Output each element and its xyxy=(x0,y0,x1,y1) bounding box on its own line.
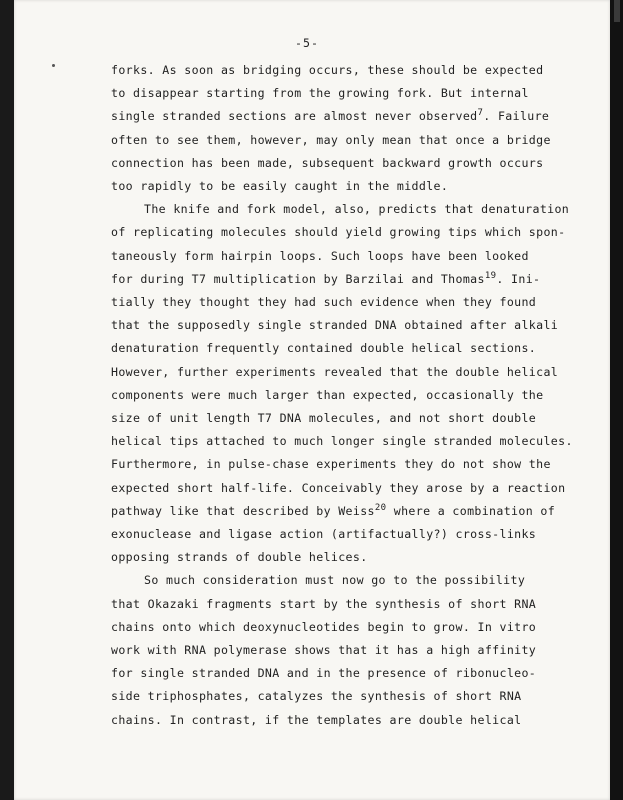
text-line xyxy=(111,688,521,704)
line-text: of replicating molecules should yield growing tips which spon- xyxy=(111,225,566,240)
margin-mark xyxy=(52,64,55,67)
line-text: too rapidly to be easily caught in the middle. xyxy=(111,179,449,193)
text-line xyxy=(111,178,448,194)
line-text: single stranded sections are almost never observed xyxy=(111,109,478,124)
text-line xyxy=(111,387,543,403)
line-text: work with RNA polymerase shows that it has a high affinity xyxy=(111,643,537,657)
text-line xyxy=(111,85,529,101)
text-line xyxy=(111,224,565,240)
text-line xyxy=(111,549,368,565)
line-text: tially they thought they had such evidence when they found xyxy=(111,295,537,309)
text-line xyxy=(111,596,536,612)
document-page xyxy=(14,0,610,800)
text-line xyxy=(111,62,543,78)
text-line xyxy=(111,642,536,658)
line-text: that Okazaki fragments start by the synthesis of short RNA xyxy=(111,596,537,611)
text-line xyxy=(111,248,529,264)
text-line xyxy=(144,201,569,217)
text-line xyxy=(111,364,558,380)
text-line xyxy=(111,410,536,426)
line-text: Furthermore, in pulse-chase experiments they do not show the xyxy=(111,457,551,472)
text-line xyxy=(111,712,521,728)
text-line xyxy=(111,340,536,356)
line-text: for single stranded DNA and in the presence of ribonucleo- xyxy=(111,666,537,681)
line-text: often to see them, however, may only mean that once a bridge xyxy=(111,132,551,147)
line-text: opposing strands of double helices. xyxy=(111,550,368,565)
text-line xyxy=(111,271,540,287)
text-line xyxy=(111,526,536,542)
binder-tab xyxy=(614,0,620,22)
line-text: pathway like that described by Weiss xyxy=(111,503,375,518)
line-text-after: . Ini- xyxy=(496,271,541,286)
line-text: side triphosphates, catalyzes the synthesis of short RNA xyxy=(111,689,522,704)
line-text: to disappear starting from the growing fork. But internal xyxy=(111,86,529,101)
text-line xyxy=(111,433,573,449)
line-text: components were much larger than expected, occasionally the xyxy=(111,387,544,402)
line-text: However, further experiments revealed that the double helical xyxy=(111,364,559,379)
reference-superscript: 7 xyxy=(477,108,484,119)
line-text: for during T7 multiplication by Barzilai and Thomas xyxy=(111,271,485,286)
text-line xyxy=(144,572,525,588)
text-line xyxy=(111,665,536,681)
line-text: helical tips attached to much longer single stranded molecules. xyxy=(111,434,573,449)
text-line xyxy=(111,456,551,472)
text-line xyxy=(111,480,565,496)
line-text-after: . Failure xyxy=(483,109,550,124)
line-text: So much consideration must now go to the possibility xyxy=(144,573,526,588)
scan-edge xyxy=(610,0,623,800)
text-line xyxy=(111,619,536,635)
line-text: connection has been made, subsequent backward growth occurs xyxy=(111,155,544,170)
page-number: -5- xyxy=(295,36,319,50)
line-text: forks. As soon as bridging occurs, these should be expected xyxy=(111,63,544,77)
text-line xyxy=(111,155,543,171)
line-text: that the supposedly single stranded DNA obtained after alkali xyxy=(111,318,559,333)
line-text: size of unit length T7 DNA molecules, and not short double xyxy=(111,411,537,425)
line-text: expected short half-life. Conceivably they arose by a reaction xyxy=(111,480,566,495)
line-text: chains onto which deoxynucleotides begin to grow. In vitro xyxy=(111,619,537,634)
line-text: denaturation frequently contained double helical sections. xyxy=(111,341,537,356)
reference-superscript: 19 xyxy=(484,270,497,281)
text-line xyxy=(111,132,551,148)
line-text: chains. In contrast, if the templates are double helical xyxy=(111,712,522,727)
text-line xyxy=(111,294,536,310)
text-line xyxy=(111,108,549,124)
line-text: The knife and fork model, also, predicts that denaturation xyxy=(144,202,570,217)
text-line xyxy=(111,503,555,519)
reference-superscript: 20 xyxy=(374,502,387,513)
line-text: exonuclease and ligase action (artifactually?) cross-links xyxy=(111,527,537,541)
line-text: taneously form hairpin loops. Such loops have been looked xyxy=(111,248,529,263)
text-line xyxy=(111,317,558,333)
line-text-after: where a combination of xyxy=(386,503,556,518)
